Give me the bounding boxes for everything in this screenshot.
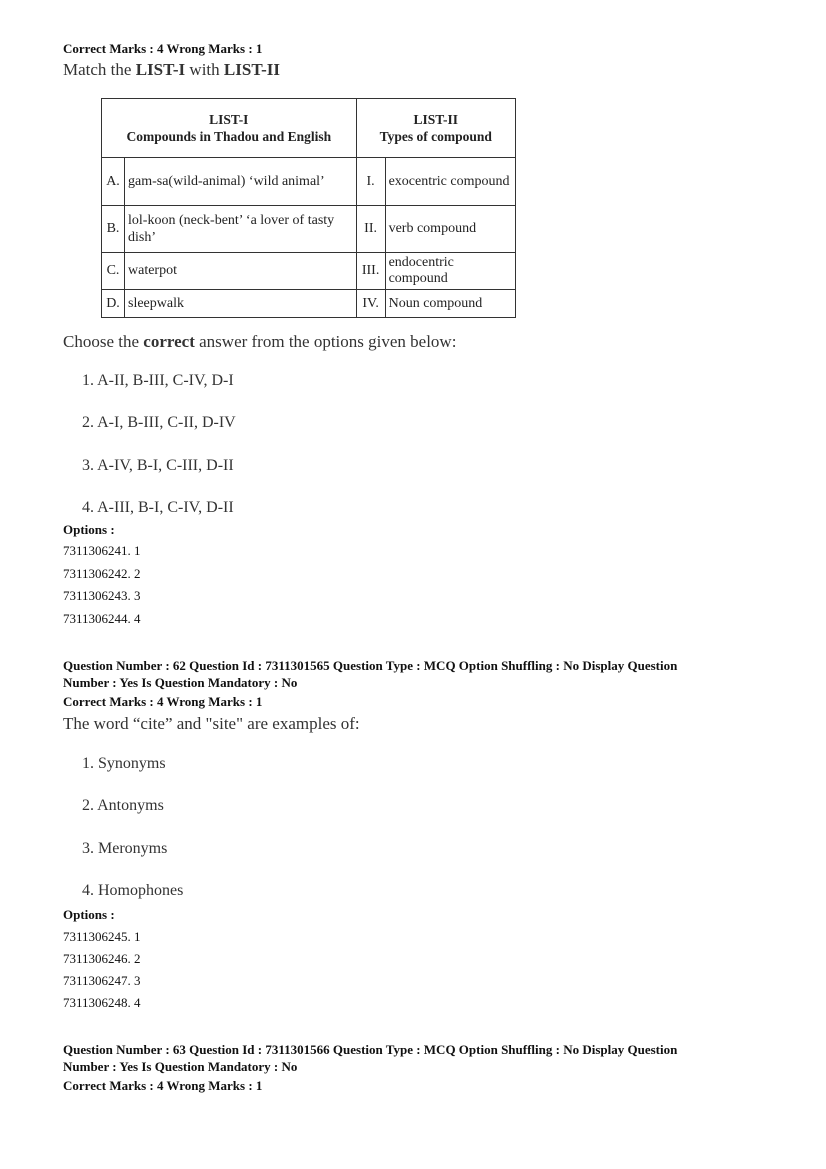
q62-header-line2: Number : Yes Is Question Mandatory : No — [63, 675, 298, 690]
option-id: 7311306243. 3 — [63, 588, 141, 603]
option-id: 7311306246. 2 — [63, 951, 141, 966]
row-label: III. — [356, 253, 385, 290]
row-label: C. — [102, 253, 125, 290]
choice-2: 2. A-I, B-III, C-II, D-IV — [82, 414, 236, 431]
list1-header — [102, 99, 357, 158]
list1-subtitle: Compounds in Thadou and English — [126, 129, 332, 144]
q63-header-line1: Question Number : 63 Question Id : 7311301566 Question Type : MCQ Option Shuffling : No Display Question — [63, 1042, 678, 1057]
q62-prompt: The word “cite” and "site" are examples of: — [63, 714, 360, 733]
row-compound: gam-sa(wild-animal) ‘wild animal’ — [125, 158, 357, 206]
list2-subtitle: Types of compound — [379, 129, 492, 144]
table-row — [102, 206, 516, 253]
row-label: A. — [102, 158, 125, 206]
table-header-row — [102, 99, 516, 158]
row-compound: sleepwalk — [125, 290, 357, 318]
choose-suffix: answer from the options given below: — [194, 332, 457, 351]
table-row — [102, 158, 516, 206]
row-label: B. — [102, 206, 125, 253]
choice-3: 3. A-IV, B-I, C-III, D-II — [82, 457, 234, 474]
list1-title: LIST-I — [209, 112, 249, 127]
table-row — [102, 253, 516, 290]
row-label: I. — [356, 158, 385, 206]
option-id: 7311306242. 2 — [63, 566, 141, 581]
match-table — [101, 98, 516, 318]
option-id: 7311306247. 3 — [63, 973, 141, 988]
prompt-list2: LIST-II — [223, 60, 280, 79]
list2-header — [356, 99, 515, 158]
option-id: 7311306248. 4 — [63, 995, 141, 1010]
q61-marks: Correct Marks : 4 Wrong Marks : 1 — [63, 41, 263, 56]
choice-4: 4. Homophones — [82, 882, 184, 899]
list2-title: LIST-II — [413, 112, 459, 127]
prompt-list1: LIST-I — [135, 60, 186, 79]
prompt-prefix: Match the — [63, 60, 136, 79]
q63-marks: Correct Marks : 4 Wrong Marks : 1 — [63, 1078, 263, 1093]
row-type: verb compound — [385, 206, 515, 253]
option-id: 7311306245. 1 — [63, 929, 141, 944]
row-type: endocentric compound — [385, 253, 515, 290]
row-label: IV. — [356, 290, 385, 318]
option-id: 7311306244. 4 — [63, 611, 141, 626]
options-label: Options : — [63, 522, 115, 537]
row-compound: lol-koon (neck-bent’ ‘a lover of tasty dish’ — [125, 206, 357, 253]
row-compound: waterpot — [125, 253, 357, 290]
q61-prompt — [63, 60, 280, 80]
row-label: II. — [356, 206, 385, 253]
q62-header-line1: Question Number : 62 Question Id : 7311301565 Question Type : MCQ Option Shuffling : No Display Question — [63, 658, 678, 673]
choice-2: 2. Antonyms — [82, 797, 164, 814]
row-type: Noun compound — [385, 290, 515, 318]
table-row — [102, 290, 516, 318]
choice-4: 4. A-III, B-I, C-IV, D-II — [82, 499, 234, 516]
choice-1: 1. Synonyms — [82, 755, 166, 772]
choice-1: 1. A-II, B-III, C-IV, D-I — [82, 372, 234, 389]
q62-marks: Correct Marks : 4 Wrong Marks : 1 — [63, 694, 263, 709]
prompt-with: with — [185, 60, 224, 79]
choose-bold: correct — [143, 332, 195, 351]
choose-instruction — [63, 332, 456, 352]
row-label: D. — [102, 290, 125, 318]
options-label: Options : — [63, 907, 115, 922]
row-type: exocentric compound — [385, 158, 515, 206]
option-id: 7311306241. 1 — [63, 543, 141, 558]
choice-3: 3. Meronyms — [82, 840, 168, 857]
choose-prefix: Choose the — [63, 332, 144, 351]
q63-header-line2: Number : Yes Is Question Mandatory : No — [63, 1059, 298, 1074]
